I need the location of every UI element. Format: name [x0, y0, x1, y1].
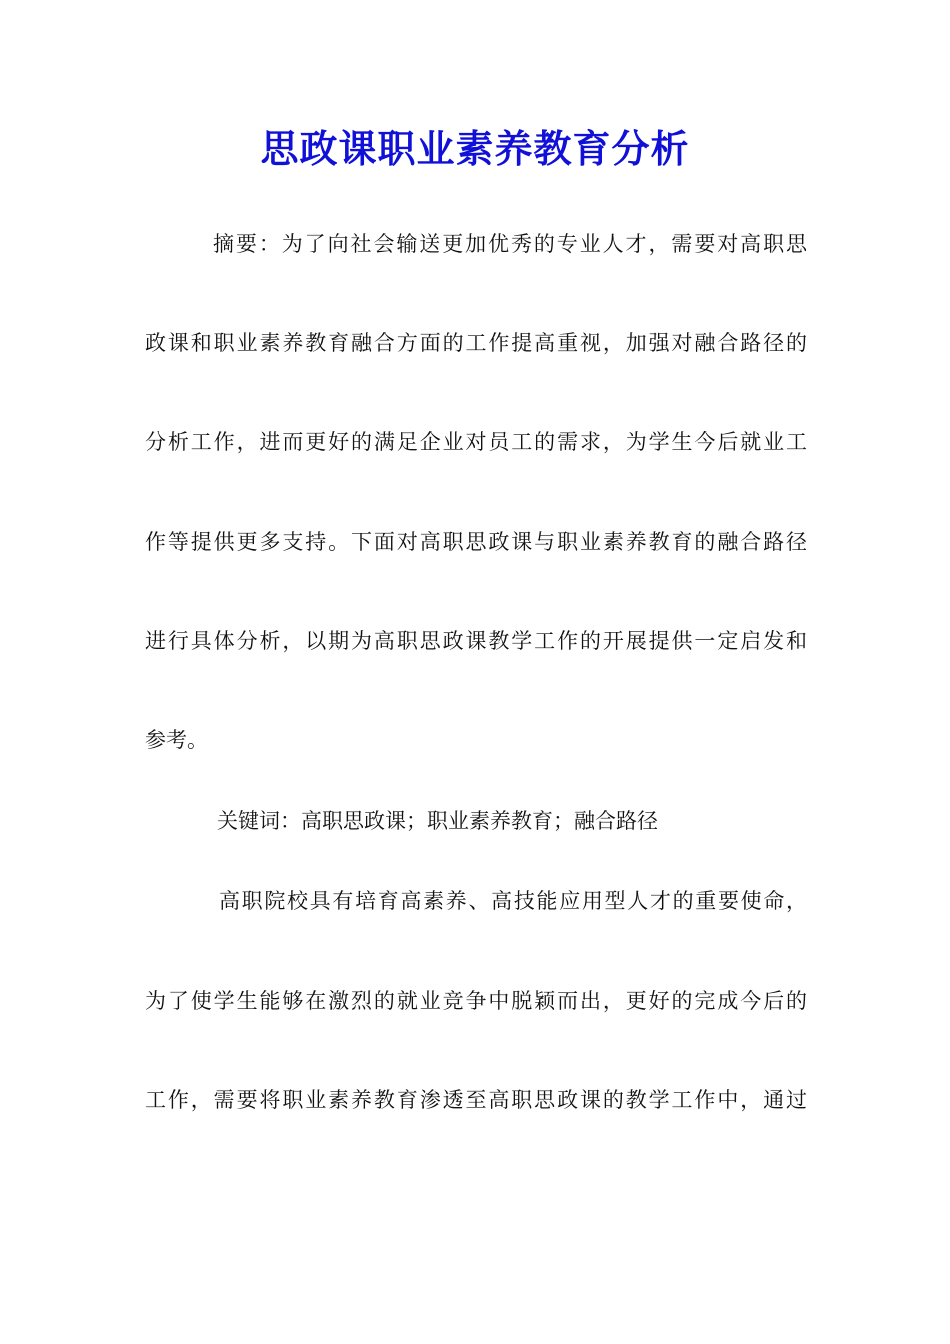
body-line: 为了使学生能够在激烈的就业竞争中脱颖而出，更好的完成今后的: [145, 989, 807, 1013]
abstract-line: 摘要：为了向社会输送更加优秀的专业人才，需要对高职思: [213, 232, 807, 256]
abstract-line: 分析工作，进而更好的满足企业对员工的需求，为学生今后就业工: [145, 430, 807, 454]
abstract-line: 政课和职业素养教育融合方面的工作提高重视，加强对融合路径的: [145, 331, 807, 355]
body-line: 工作，需要将职业素养教育渗透至高职思政课的教学工作中，通过: [145, 1088, 807, 1112]
body-line: 高职院校具有培育高素养、高技能应用型人才的重要使命，: [219, 889, 807, 913]
document-title: 思政课职业素养教育分析: [260, 126, 690, 171]
abstract-line: 进行具体分析，以期为高职思政课教学工作的开展提供一定启发和: [145, 629, 807, 653]
abstract-line: 作等提供更多支持。下面对高职思政课与职业素养教育的融合路径: [145, 530, 807, 554]
abstract-line: 参考。: [145, 728, 208, 752]
keywords-line: 关键词：高职思政课；职业素养教育；融合路径: [217, 809, 658, 833]
